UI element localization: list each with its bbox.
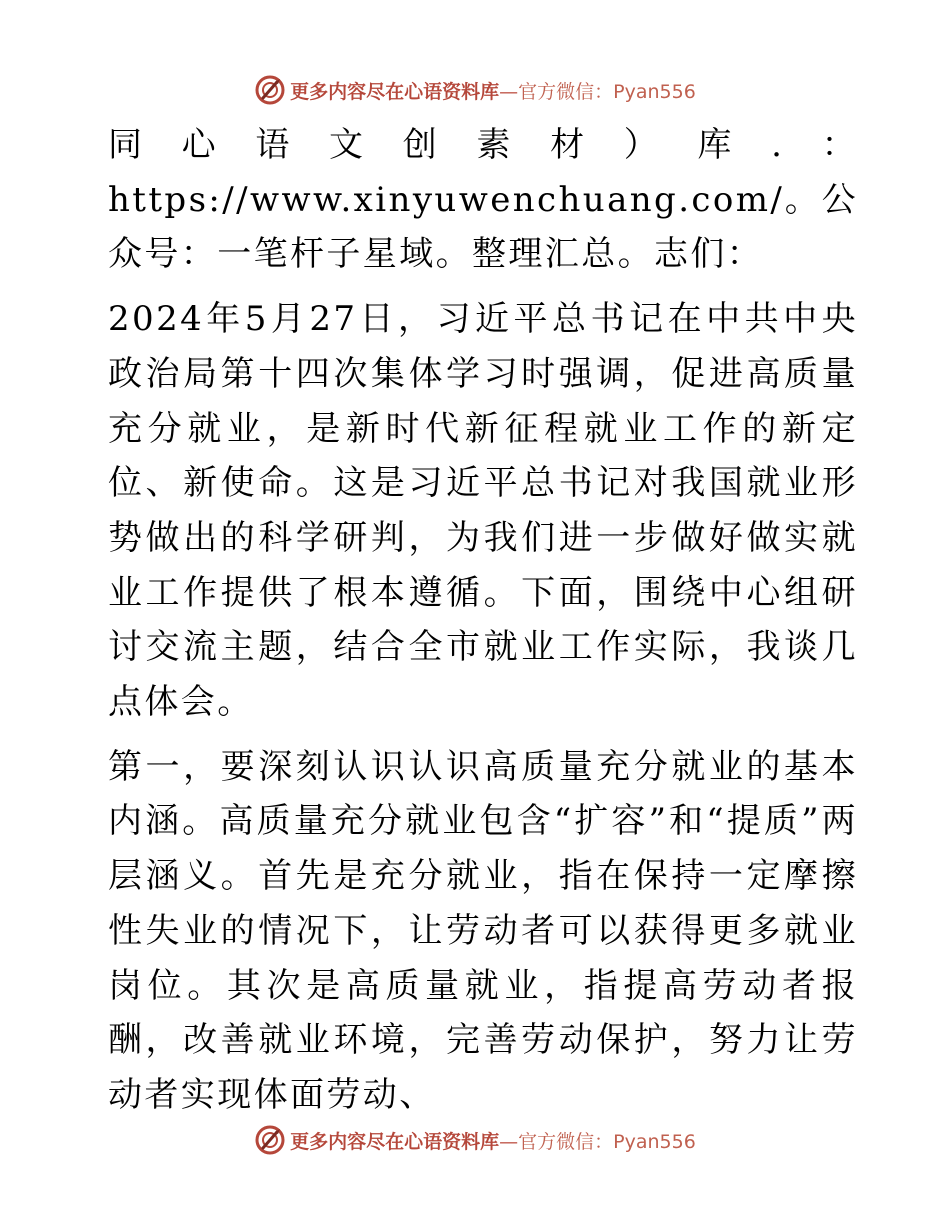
footer-banner-contact: 官方微信：Pyan556 <box>518 1130 696 1153</box>
footer-banner <box>0 1120 950 1160</box>
footer-banner-title: 更多内容尽在心语资料库 <box>290 1130 500 1153</box>
header-banner-separator: — <box>499 80 519 103</box>
footer-banner-separator: — <box>499 1130 519 1153</box>
brand-logo-icon <box>254 1124 286 1156</box>
header-banner-title: 更多内容尽在心语资料库 <box>290 80 500 103</box>
paragraph-intro: 同心语文创素材）库.：https://www.xinyuwenchuang.com/。公众号：一笔杆子星域。整理汇总。志们： <box>108 125 858 275</box>
footer-banner-text <box>290 1127 696 1154</box>
paragraph-first-point: 第一，要深刻认识认识高质量充分就业的基本内涵。高质量充分就业包含“扩容”和“提质”两层涵义。首先是充分就业，指在保持一定摩擦性失业的情况下，让劳动者可以获得更多就业岗位。其次是高质量就业，指提高劳动者报酬，改善就业环境，完善劳动保护，努力让劳动者实现体面劳动、 <box>108 746 858 1115</box>
header-banner <box>0 70 950 110</box>
header-banner-text <box>290 77 696 104</box>
document-body <box>98 118 858 1123</box>
header-banner-contact: 官方微信：Pyan556 <box>518 80 696 103</box>
brand-logo-icon <box>254 74 286 106</box>
paragraph-main: 2024年5月27日，习近平总书记在中共中央政治局第十四次集体学习时强调，促进高质量充分就业，是新时代新征程就业工作的新定位、新使命。这是习近平总书记对我国就业形势做出的科学研判，为我们进一步做好做实就业工作提供了根本遵循。下面，围绕中心组研讨交流主题，结合全市就业工作实际，我谈几点体会。 <box>108 299 858 723</box>
